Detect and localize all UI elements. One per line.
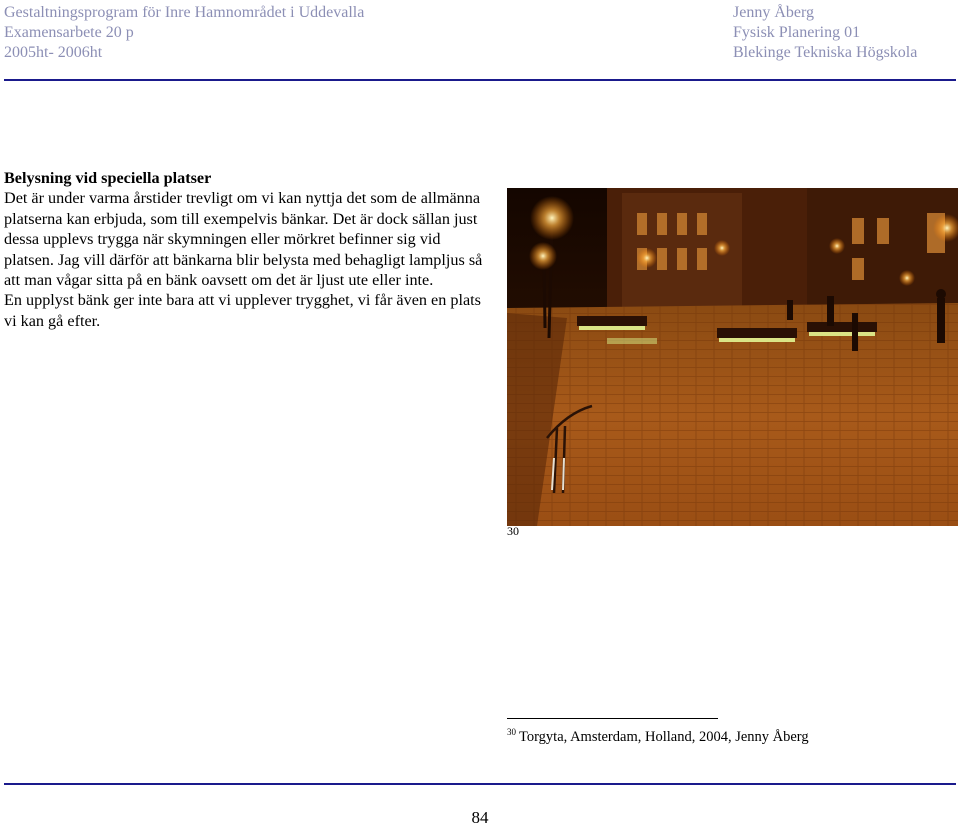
header-program: Fysisk Planering 01 bbox=[733, 24, 861, 41]
paragraph: En upplyst bänk ger inte bara att vi upplever trygghet, vi får även en plats vi kan gå efter. bbox=[4, 291, 481, 330]
body-text bbox=[4, 168, 484, 331]
header-term: 2005ht- 2006ht bbox=[4, 44, 103, 61]
header-course: Examensarbete 20 p bbox=[4, 24, 134, 41]
page-number: 84 bbox=[471, 808, 489, 827]
header-right bbox=[733, 3, 917, 63]
footnote bbox=[507, 727, 809, 746]
footnote-rule bbox=[507, 718, 718, 719]
figure-number: 30 bbox=[507, 524, 519, 538]
footnote-text: Torgyta, Amsterdam, Holland, 2004, Jenny Åberg bbox=[519, 729, 809, 745]
footnote-number: 30 bbox=[507, 727, 516, 737]
header-author: Jenny Åberg bbox=[733, 4, 815, 21]
paragraph: Det är under varma årstider trevligt om vi kan nyttja det som de allmänna platserna kan erbjuda, som till exempelvis bänkar. Det är dock sällan just dessa upplevs trygga när skymningen eller mörkret befinner sig vid platsen. Jag vill därför att bänkarna blir belysta med behagligt lampljus så att man vågar sitta på en bänk oavsett om det är ljust ute eller inte. bbox=[4, 189, 483, 290]
header-rule bbox=[4, 79, 956, 81]
header-title: Gestaltningsprogram för Inre Hamnområdet i Uddevalla bbox=[4, 4, 365, 21]
section-heading: Belysning vid speciella platser bbox=[4, 169, 212, 187]
night-square-photo bbox=[507, 188, 958, 526]
footer-rule bbox=[4, 783, 956, 785]
header-left bbox=[4, 3, 364, 63]
header-school: Blekinge Tekniska Högskola bbox=[733, 44, 918, 61]
